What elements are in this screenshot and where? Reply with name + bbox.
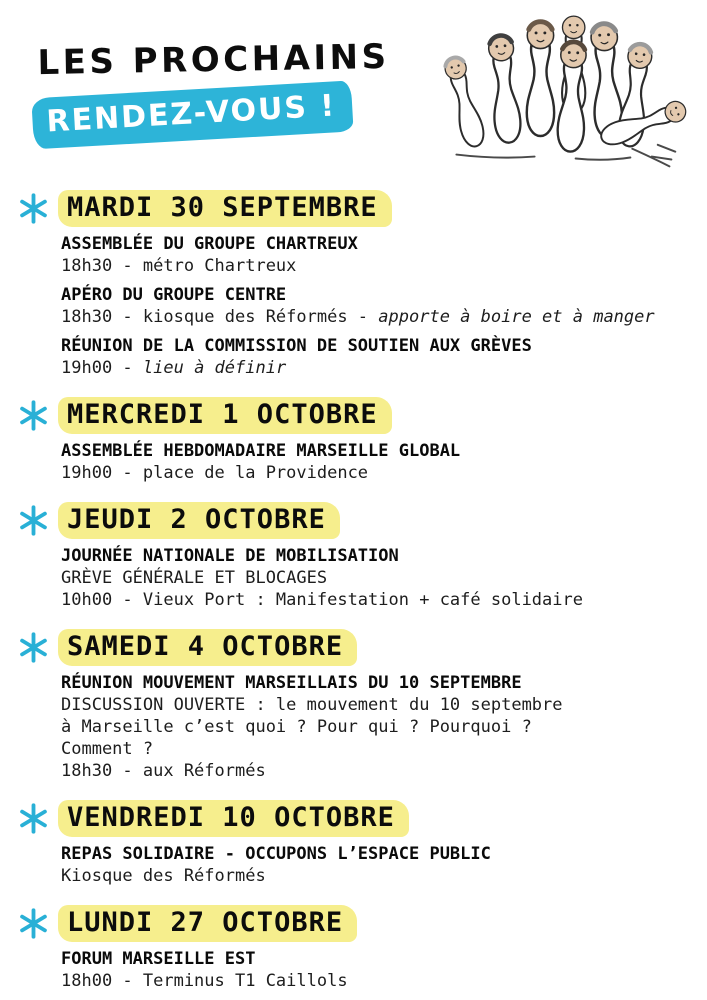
event-lines [0,948,707,992]
detail-text: 18h30 - kiosque des Réformés - [61,307,379,327]
event-section [0,397,707,484]
event-date-row [0,905,707,942]
event-entry-title: REPAS SOLIDAIRE - OCCUPONS L’ESPACE PUBLIC [61,844,491,864]
detail-italic-text: apporte à boire et à manger [378,307,655,327]
event-lines [0,672,707,782]
event-entry-detail [61,357,707,379]
bowling-pins-svg [427,8,693,180]
event-date-row [0,502,707,539]
title-block [37,37,391,143]
event-date: LUNDI 27 OCTOBRE [58,905,357,942]
event-entry-title: FORUM MARSEILLE EST [61,949,256,969]
event-date-row [0,190,707,227]
event-date-row [0,629,707,666]
asterisk-icon [18,193,49,224]
event-entry-title: RÉUNION DE LA COMMISSION DE SOUTIEN AUX GRÈVES [61,336,532,356]
asterisk-icon [18,908,49,939]
event-date: SAMEDI 4 OCTOBRE [58,629,357,666]
event-section [0,190,707,379]
event-lines [0,545,707,611]
event-section [0,629,707,782]
event-section [0,905,707,992]
asterisk-icon [18,803,49,834]
event-entry-detail: 19h00 - place de la Providence [61,463,369,483]
event-entry-subtitle: GRÈVE GÉNÉRALE ET BLOCAGES [61,568,328,588]
event-date-row [0,397,707,434]
event-entry-detail: 18h00 - Terminus T1 Caillols [61,971,348,991]
detail-italic-text: lieu à définir [142,358,287,378]
event-entry-description: Comment ? [61,739,154,759]
event-date: VENDREDI 10 OCTOBRE [58,800,409,837]
event-entry-description: DISCUSSION OUVERTE : le mouvement du 10 septembre [61,695,563,715]
asterisk-icon [18,400,49,431]
asterisk-icon [18,632,49,663]
event-entry-description: à Marseille c’est quoi ? Pour qui ? Pourquoi ? [61,717,532,737]
event-entry-title: JOURNÉE NATIONALE DE MOBILISATION [61,546,399,566]
event-entry-title: ASSEMBLÉE HEBDOMADAIRE MARSEILLE GLOBAL [61,441,461,461]
event-lines [0,843,707,887]
event-section [0,800,707,887]
event-entry-detail: 18h30 - métro Chartreux [61,256,297,276]
event-entry-detail: Kiosque des Réformés [61,866,266,886]
header [0,0,707,184]
event-entry-title: ASSEMBLÉE DU GROUPE CHARTREUX [61,234,358,254]
event-entry-detail [61,306,707,328]
event-entry-detail: 10h00 - Vieux Port : Manifestation + café solidaire [61,590,583,610]
event-date: MERCREDI 1 OCTOBRE [58,397,392,434]
asterisk-icon [18,505,49,536]
event-entry-title: APÉRO DU GROUPE CENTRE [61,285,287,305]
event-date: JEUDI 2 OCTOBRE [58,502,340,539]
title-banner-text: RENDEZ-VOUS ! [45,88,338,140]
event-date: MARDI 30 SEPTEMBRE [58,190,392,227]
event-date-row [0,800,707,837]
event-entry-detail: 18h30 - aux Réformés [61,761,266,781]
event-section [0,502,707,611]
event-entry-title: RÉUNION MOUVEMENT MARSEILLAIS DU 10 SEPTEMBRE [61,673,522,693]
events-list [0,184,707,992]
detail-text: 19h00 - [61,358,143,378]
bowling-pins-illustration [427,8,693,180]
event-lines [0,440,707,484]
page-title: LES PROCHAINS [37,36,390,84]
event-lines [0,233,707,379]
title-banner [31,80,353,149]
